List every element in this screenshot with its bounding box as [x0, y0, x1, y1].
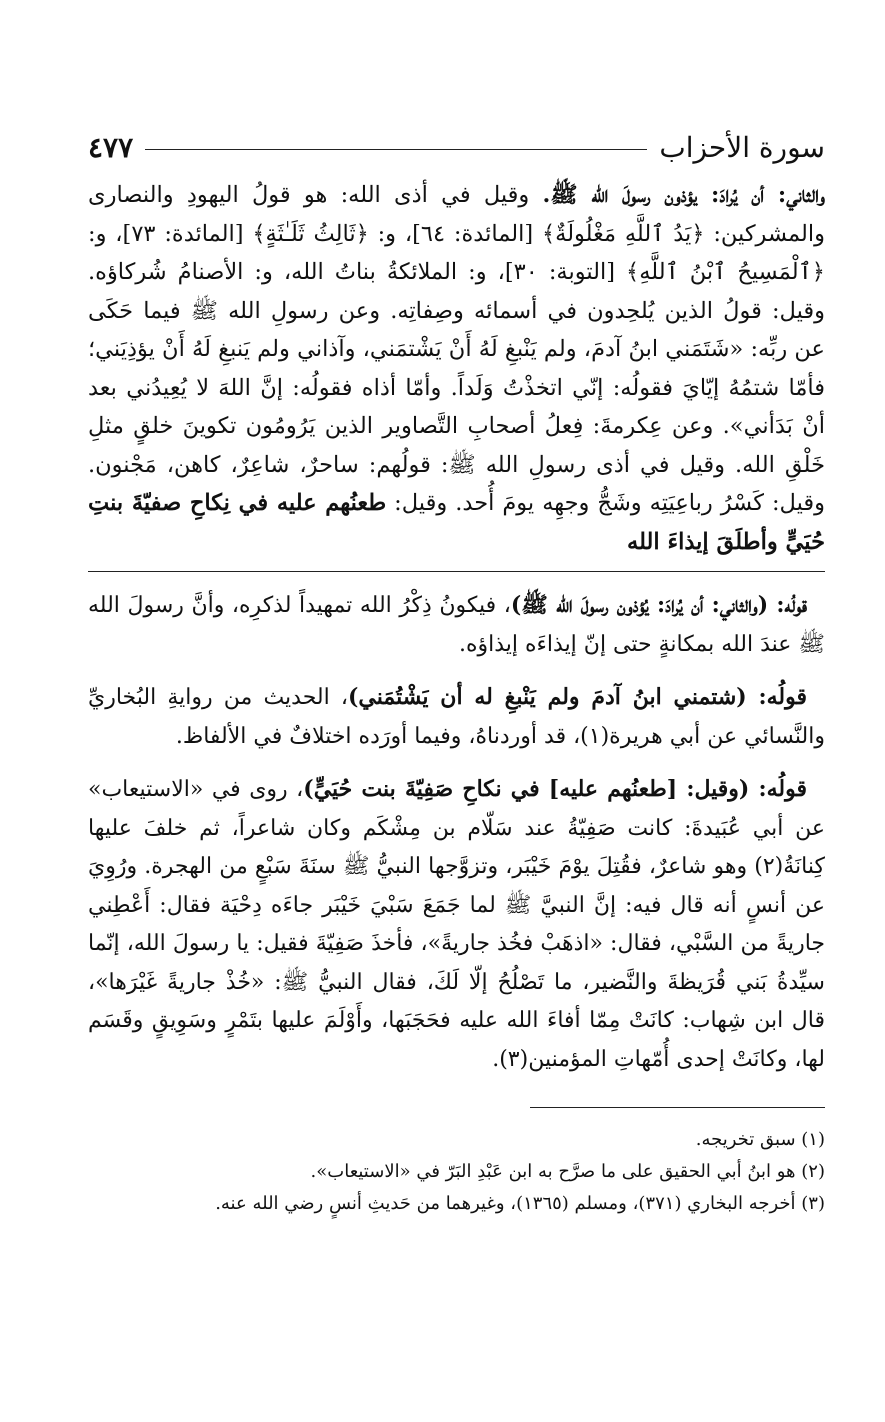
page-number: ٤٧٧: [88, 131, 134, 164]
commentary-text: ، الحديث من روايةِ البُخاريِّ والنَّسائي عن أبي هريرة(١)، قد أوردناهُ، وفيما أورَده اختلافٌ في الألفاظ.: [88, 685, 825, 749]
header-rule: [145, 149, 647, 150]
page-header: [88, 118, 825, 164]
commentary-paragraph-2: [88, 678, 825, 756]
footnote-1: (١) سبق تخريجه.: [695, 1129, 825, 1150]
footnotes: [88, 1124, 825, 1220]
commentary-divider: [88, 571, 825, 572]
commentary: [88, 586, 825, 1079]
footnote-3: (٣) أخرجه البخاري (٣٧١)، ومسلم (١٣٦٥)، وغيرهما من حَديثِ أنسٍ رضي الله عنه.: [215, 1193, 825, 1214]
commentary-text: ، فيكونُ ذِكْرُ الله تمهيداً لذكرِه، وأنَّ رسولَ الله ﷺ عندَ الله بمكانةٍ حتى إنّ إيذاءَه إيذاؤه.: [88, 593, 825, 657]
surah-title: سورة الأحزاب: [659, 131, 825, 164]
main-lead: والثاني: أن يُرادَ: يؤذون رسولَ الله ﷺ.: [542, 182, 825, 208]
footnote-2: (٢) هو ابنُ أبي الحقيق على ما صرَّح به ابن عَبْدِ البَرّ في «الاستيعاب».: [310, 1161, 825, 1182]
main-body: وقيل في أذى الله: هو قولُ اليهودِ والنصارى والمشركين: ﴿يَدُ ٱللَّهِ مَغْلُولَةٌ﴾ [المائدة: ٦٤]، و: ﴿ثَالِثُ ثَلَـٰثَةٍ﴾ [المائدة: ٧٣]، و: ﴿ٱلْمَسِيحُ ٱبْنُ ٱللَّهِ﴾ [التوبة: ٣٠]، و: الملائكةُ بناتُ الله، و: الأصنامُ شُركاؤه. وقيل: قولُ الذين يُلحِدون في أسمائه وصِفاتِه. وعن رسولِ الله ﷺ فيما حَكَى عن ربِّه: «شَتَمَني ابنُ آدمَ، ولم يَنْبغِ لَهُ أَنْ يَشْتمَني، وآذاني ولم يَنبغِ لَهُ أَنْ يؤذِيَني؛ فأمّا شتمُهُ إيّايَ فقولُه: إنّي اتخذْتُ وَلَداً. وأمّا أذاه فقولُه: إنَّ اللهَ لا يُعِيدُني بعد أنْ بَدَأني». وعن عِكرمةَ: فِعلُ أصحابِ التَّصاوير الذين يَرُومُون تكوينَ خلقٍ مثلِ خَلْقِ الله. وقيل في أذى رسولِ الله ﷺ: قولُهم: ساحرٌ، شاعِرٌ، كاهن، مَجْنون. وقيل: كَسْرُ رباعِيَتِه وشَجُّ وجهِه يومَ أُحد. وقيل:: [88, 182, 826, 516]
commentary-label: قولُه: (شتمني ابنُ آدمَ ولم يَنْبغِ له أن يَشْتُمَني): [347, 684, 807, 710]
main-paragraph: [88, 176, 825, 561]
footnote-rule: [530, 1107, 825, 1108]
commentary-label: قولُه: (وقيل: [طعنُهم عليه] في نكاحِ صَفِيّةَ بنت حُيَيٍّ): [303, 776, 808, 802]
commentary-paragraph-1: [88, 586, 825, 664]
commentary-paragraph-3: [88, 770, 825, 1079]
commentary-text: ، روى في «الاستيعاب» عن أبي عُبَيدةَ: كانت صَفِيّةُ عند سَلّام بن مِشْكَم وكان شاعراً، ثم خلفَ عليها كِنانَةُ(٢) وهو شاعرٌ، فقُتِلَ يوْمَ خَيْبَر، وتزوَّجها النبيُّ ﷺ سنَةَ سَبْعٍ من الهجرة. ورُوِيَ عن أنسٍ أنه قال فيه: إنَّ النبيَّ ﷺ لما جَمَعَ سَبْيَ خَيْبَر جاءَه دِحْيَة فقال: أَعْطِني جاريةً من السَّبْي، فقال: «اذهَبْ فخُذ جاريةً»، فأخذَ صَفِيّةَ فقيل: يا رسولَ الله، إنّما سيِّدةُ بَني قُرَيظةَ والنَّضير، ما تَصْلُحُ إلّا لَكَ، فقال النبيُّ ﷺ: «خُذْ جاريةً غَيْرَها»، قال ابن شِهاب: كانَتْ مِمّا أفاءَ الله عليه فحَجَبَها، وأَوْلَمَ عليها بتَمْرٍ وسَوِيقٍ وقَسَم لها، وكانَتْ إحدى أُمّهاتِ المؤمنين(٣).: [88, 777, 825, 1072]
main-text: [88, 176, 825, 561]
main-tail: طعنُهم عليه في نِكاحِ صفيّةَ بنتِ حُيَيٍّ وأطلَقَ إيذاءَ الله: [88, 490, 825, 555]
commentary-label: قولُه: (والثاني: أن يُرادَ: يُؤذون رسولَ الله ﷺ): [510, 592, 808, 618]
